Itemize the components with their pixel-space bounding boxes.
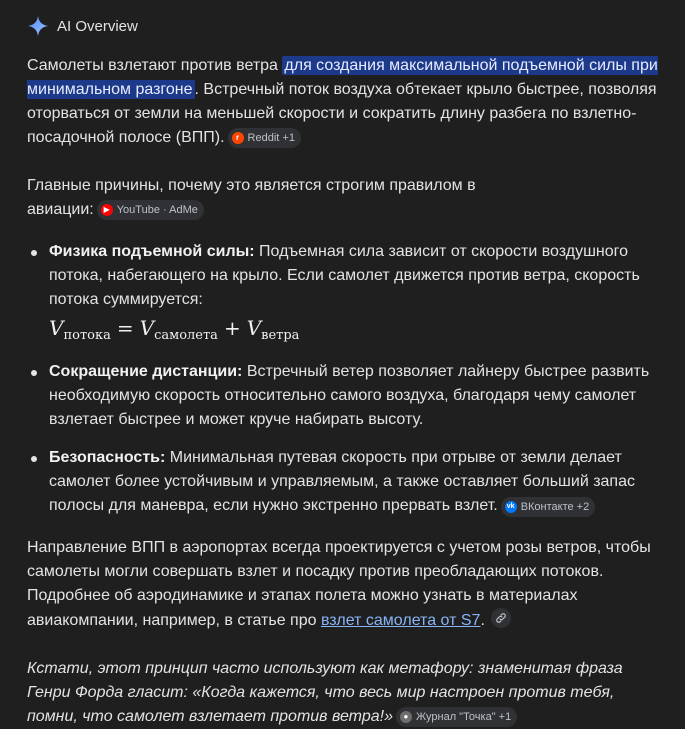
journal-icon: ● <box>400 711 412 723</box>
youtube-icon: ▶ <box>101 204 113 216</box>
bullet-text: Встречный ветер позволяет лайнеру быстрее развить необходимую скорость относительно самого воздуха, благодаря чему самолет взлетает быстрее и может круче набирать высоту. <box>49 363 650 428</box>
link-chip[interactable] <box>491 608 511 628</box>
source-chip-label: ВКонтакте +2 <box>520 501 590 513</box>
runway-text-end: . <box>480 612 485 629</box>
bullet-title: Безопасность: <box>49 449 166 466</box>
vk-icon: vk <box>505 501 517 513</box>
closing-paragraph <box>27 657 658 729</box>
list-item <box>27 360 658 432</box>
sparkle-icon <box>27 15 49 37</box>
bullet-title: Физика подъемной силы: <box>49 243 255 260</box>
closing-text: Кстати, этот принцип часто используют как метафору: знаменитая фраза Генри Форда гласит: «Когда кажется, что весь мир настроен против тебя, помни, что самолет взлетает против ветра!» <box>27 660 623 725</box>
formula-subscript: потока <box>63 328 111 343</box>
list-item <box>27 240 658 350</box>
source-chip-vk[interactable] <box>501 497 596 517</box>
runway-paragraph <box>27 536 658 633</box>
reasons-list <box>27 240 658 518</box>
formula-operator: = <box>116 316 134 340</box>
source-chip-tochka[interactable] <box>396 707 517 727</box>
ai-overview-header <box>27 0 658 52</box>
reddit-icon: r <box>232 132 244 144</box>
source-chip-label: Reddit +1 <box>247 132 295 144</box>
source-chip-youtube[interactable] <box>97 200 204 220</box>
runway-text: Направление ВПП в аэропортах всегда проектируется с учетом розы ветров, чтобы самолеты могли совершать взлет и посадку против преобладающих потоков. Подробнее об аэродинамике и этапах полета можно узнать в материалах авиакомпании, например, в статье про <box>27 539 651 629</box>
list-item <box>27 446 658 518</box>
bullet-title: Сокращение дистанции: <box>49 363 243 380</box>
highlighted-answer[interactable]: для создания максимальной подъемной силы при минимальном разгоне <box>27 57 658 98</box>
bullet-text: Минимальная путевая скорость при отрыве от земли делает самолет более устойчивым и управляемым, а также оставляет больший запас полосы для маневра, если нужно экстренно прервать взлет. <box>49 449 635 514</box>
formula-subscript: самолета <box>154 328 218 343</box>
intro-paragraph <box>27 54 658 150</box>
link-icon <box>495 612 507 624</box>
formula-symbol: V <box>246 316 262 340</box>
formula-subscript: ветра <box>261 328 300 343</box>
source-chip-reddit[interactable] <box>228 128 301 148</box>
source-chip-label: Журнал "Точка" +1 <box>415 711 512 723</box>
s7-article-link[interactable]: взлет самолета от S7 <box>320 612 481 629</box>
formula-symbol: V <box>139 316 155 340</box>
velocity-formula <box>49 312 658 350</box>
source-chip-label: YouTube · AdMe <box>116 204 198 216</box>
reasons-intro-text: Главные причины, почему это является строгим правилом в авиации: <box>27 177 476 218</box>
formula-symbol: V <box>49 316 64 340</box>
formula-operator: + <box>223 316 241 340</box>
intro-text-end: . Встречный поток воздуха обтекает крыло быстрее, позволяя оторваться от земли на меньшей скорости и сократить длину разбега по взлетно-посадочной полосе (ВПП). <box>27 81 657 146</box>
bullet-text: Подъемная сила зависит от скорости воздушного потока, набегающего на крыло. Если самолет движется против ветра, скорость потока суммируется: <box>49 243 640 308</box>
reasons-intro-paragraph <box>27 174 507 222</box>
intro-text-start: Самолеты взлетают против ветра <box>27 57 283 74</box>
ai-overview-title: AI Overview <box>57 17 138 35</box>
